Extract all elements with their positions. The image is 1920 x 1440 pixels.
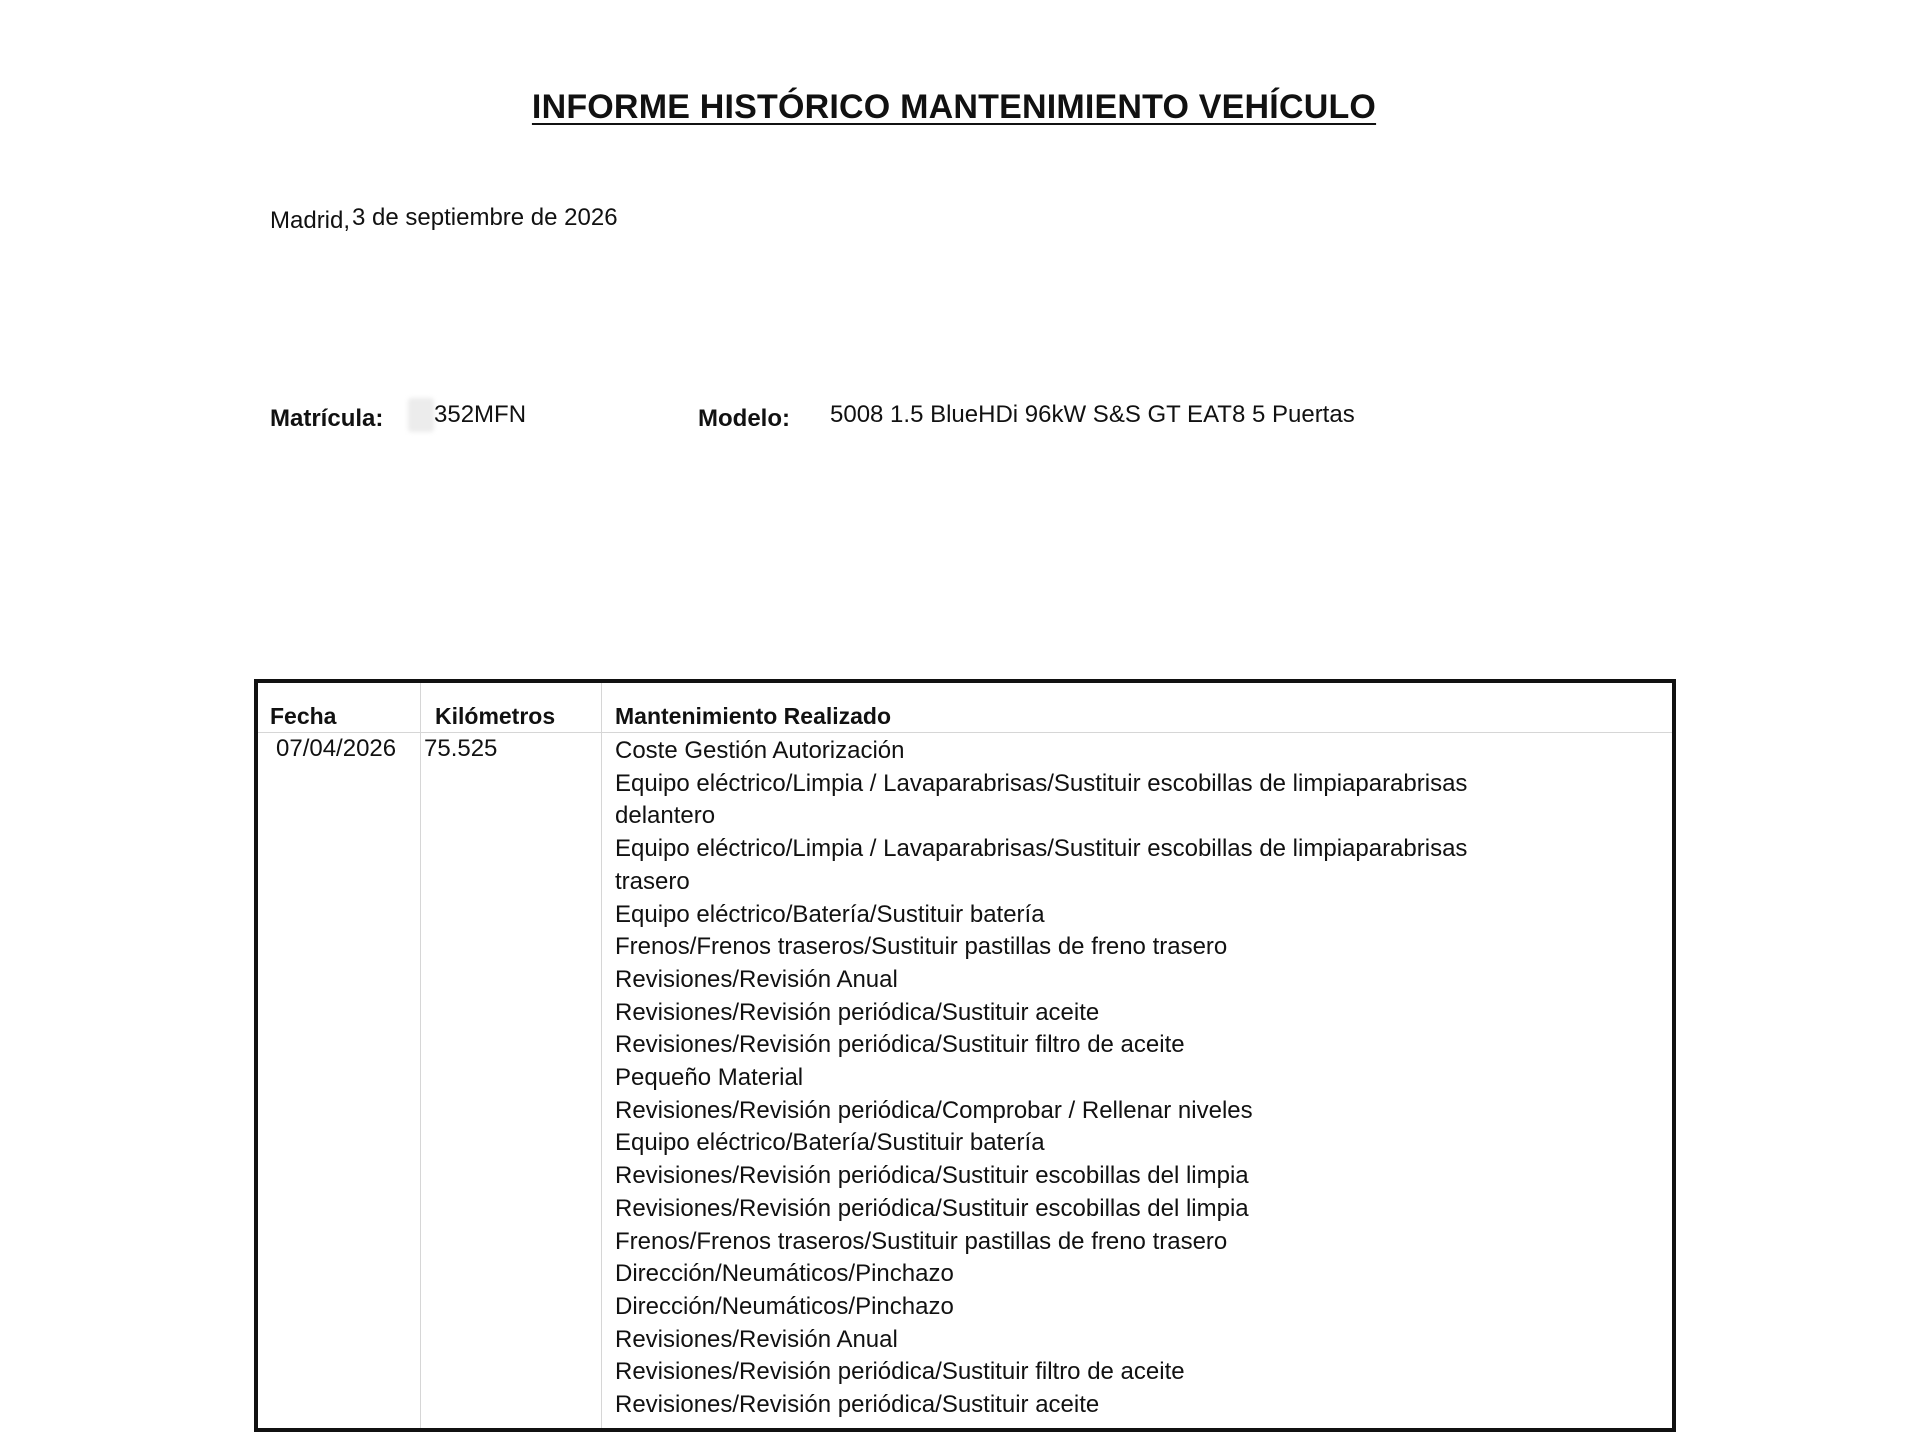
- maintenance-line: Revisiones/Revisión periódica/Comprobar / Rellenar niveles: [615, 1096, 1253, 1124]
- maintenance-line: Equipo eléctrico/Limpia / Lavaparabrisas/Sustituir escobillas de limpiaparabrisas: [615, 835, 1468, 863]
- document-title: [0, 88, 1908, 127]
- place: Madrid,: [270, 207, 351, 234]
- header-maintenance: Mantenimiento Realizado: [615, 703, 892, 729]
- maintenance-line: Revisiones/Revisión Anual: [615, 965, 898, 993]
- maintenance-line: delantero: [615, 802, 716, 830]
- header-date: Fecha: [270, 703, 337, 729]
- plate-value: 352MFN: [434, 401, 527, 428]
- plate-label: Matrícula:: [270, 405, 384, 432]
- maintenance-line: trasero: [615, 867, 690, 895]
- maintenance-line: Frenos/Frenos traseros/Sustituir pastillas de freno trasero: [615, 1227, 1228, 1255]
- maintenance-line: Equipo eléctrico/Limpia / Lavaparabrisas/Sustituir escobillas de limpiaparabrisas: [615, 769, 1468, 797]
- maintenance-line: Revisiones/Revisión Anual: [615, 1325, 898, 1353]
- maintenance-line: Revisiones/Revisión periódica/Sustituir filtro de aceite: [615, 1031, 1185, 1059]
- maintenance-line: Pequeño Material: [615, 1064, 804, 1092]
- maintenance-list: [615, 735, 1467, 1422]
- maintenance-line: Revisiones/Revisión periódica/Sustituir escobillas del limpia: [615, 1194, 1249, 1222]
- maintenance-line: Coste Gestión Autorización: [615, 737, 905, 764]
- redacted-area: [408, 398, 434, 432]
- column-divider: [601, 683, 602, 1428]
- model-value: 5008 1.5 BlueHDi 96kW S&S GT EAT8 5 Puertas: [830, 401, 1355, 428]
- header-divider: [258, 732, 1672, 733]
- maintenance-line: Revisiones/Revisión periódica/Sustituir filtro de aceite: [615, 1358, 1185, 1386]
- header-km: Kilómetros: [435, 703, 556, 729]
- row-km: 75.525: [424, 735, 498, 762]
- maintenance-line: Equipo eléctrico/Batería/Sustituir batería: [615, 1129, 1045, 1157]
- maintenance-line: Revisiones/Revisión periódica/Sustituir aceite: [615, 1391, 1100, 1419]
- maintenance-table: [254, 679, 1676, 1432]
- place-and-date: [270, 204, 618, 232]
- maintenance-line: Frenos/Frenos traseros/Sustituir pastillas de freno trasero: [615, 933, 1228, 961]
- date: 3 de septiembre de 2026: [352, 204, 618, 231]
- maintenance-line: Dirección/Neumáticos/Pinchazo: [615, 1292, 954, 1320]
- model-label: Modelo:: [698, 405, 790, 432]
- maintenance-line: Revisiones/Revisión periódica/Sustituir escobillas del limpia: [615, 1162, 1249, 1190]
- maintenance-line: Revisiones/Revisión periódica/Sustituir aceite: [615, 998, 1100, 1026]
- column-divider: [420, 683, 421, 1428]
- maintenance-line: Equipo eléctrico/Batería/Sustituir batería: [615, 900, 1045, 928]
- document-title-text: INFORME HISTÓRICO MANTENIMIENTO VEHÍCULO: [531, 88, 1377, 126]
- row-date: 07/04/2026: [276, 735, 397, 762]
- maintenance-line: Dirección/Neumáticos/Pinchazo: [615, 1260, 954, 1288]
